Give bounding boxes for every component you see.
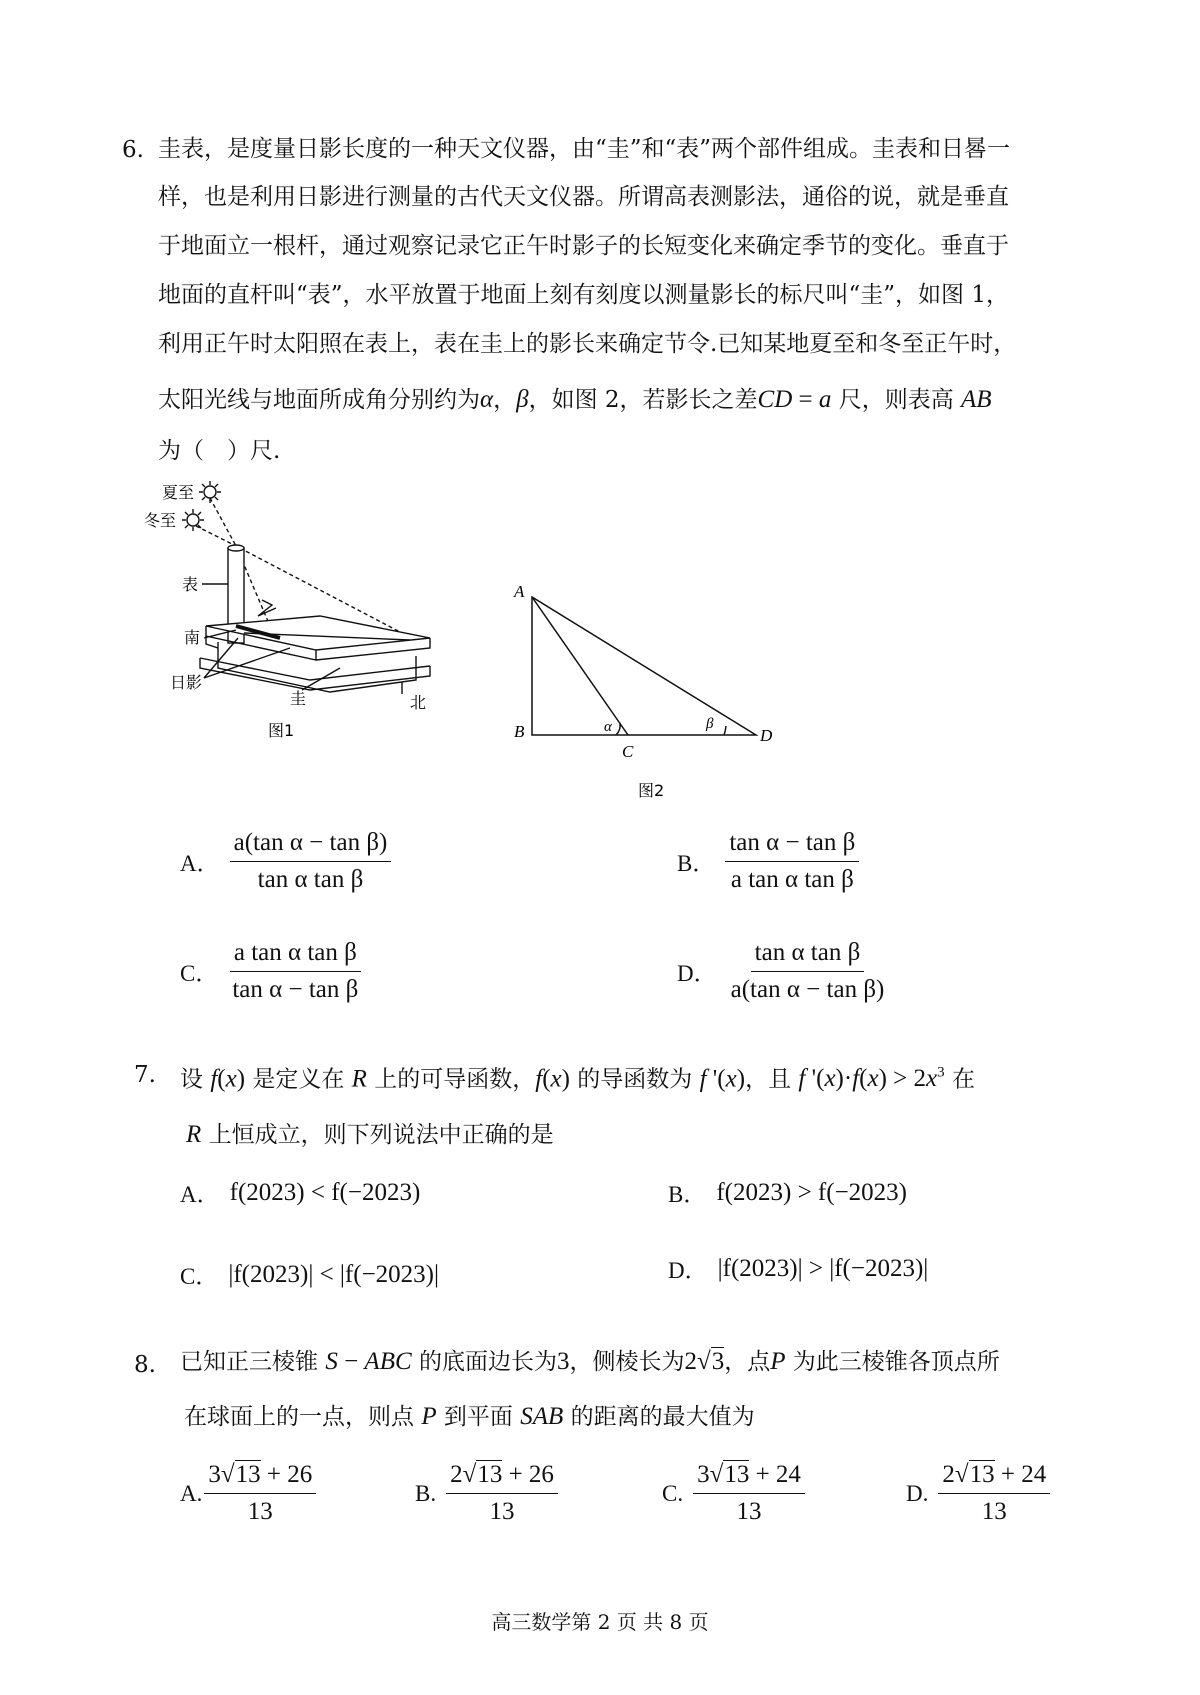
- question-number: 6.: [122, 137, 144, 163]
- q6-option-c[interactable]: C． $\frac{\text{a tan α tan β}}{\text{tan α − tan β}}$: [180, 938, 362, 1005]
- sun-icon-winter: [182, 509, 204, 531]
- q7-option-b[interactable]: B． f(2023) > f(−2023): [668, 1178, 907, 1207]
- angle-alpha: α: [604, 719, 612, 735]
- q8-option-b[interactable]: B. $\frac{2√13 + 26}{13}$: [415, 1460, 558, 1527]
- q6-line-3: 于地面立一根杆，通过观察记录它正午时影子的长短变化来确定季节的变化。垂直于: [158, 233, 1009, 259]
- q6-line-2: 样，也是利用日影进行测量的古代天文仪器。所谓高表测影法，通俗的说，就是垂直: [158, 184, 1009, 210]
- page-footer: 高三数学第 2 页 共 8 页: [491, 1610, 709, 1634]
- q7-line-1: 设 f(x) 是定义在 R 上的可导函数，f(x) 的导函数为 f '(x)，且 f '$(x)\cdot f(x) > 2x^3$ 在: [180, 1065, 975, 1093]
- q7-option-c[interactable]: C． |f(2023)| < |f(−2023)|: [180, 1260, 440, 1289]
- figure-caption: 图2: [638, 781, 665, 800]
- q6-option-b[interactable]: B． $\frac{\text{tan α − tan β}}{\text{a tan α tan β}}$: [677, 828, 859, 895]
- q6-line-4: 地面的直杆叫“表”，水平放置于地面上刻有刻度以测量影长的标尺叫“圭”，如图 1，: [158, 282, 1009, 308]
- question-number: 7.: [134, 1062, 156, 1088]
- label-shadow: 日影: [170, 673, 203, 692]
- label-summer: 夏至: [162, 483, 195, 502]
- q8-option-a[interactable]: A. $\frac{3√13 + 26}{13}$: [180, 1460, 316, 1527]
- label-north: 北: [410, 693, 427, 712]
- vertex-b: B: [514, 722, 525, 741]
- question-number: 8.: [134, 1352, 156, 1378]
- q6-option-a[interactable]: A． $\frac{\text{a(tan α − tan β)}}{\text{tan α tan β}}$: [180, 828, 391, 895]
- q7-option-d[interactable]: D． |f(2023)| > |f(−2023)|: [668, 1254, 929, 1283]
- q7-line-2: R 上恒成立，则下列说法中正确的是: [186, 1121, 554, 1148]
- q8-line-2: 在球面上的一点，则点 P 到平面 SAB 的距离的最大值为: [184, 1403, 755, 1430]
- sun-icon-summer: [199, 481, 221, 503]
- figure-caption: 图1: [268, 721, 295, 740]
- figure-1-gnomon: [140, 478, 450, 753]
- figure-2-triangle: [510, 585, 790, 810]
- angle-beta: β: [706, 716, 714, 732]
- q8-option-c[interactable]: C. $\frac{3√13 + 24}{13}$: [662, 1460, 805, 1527]
- label-biao: 表: [182, 575, 199, 594]
- q8-line-1: 已知正三棱锥 S − ABC 的底面边长为3，侧棱长为2√3，点P 为此三棱锥各顶点所: [180, 1348, 1000, 1375]
- vertex-c: C: [622, 742, 634, 761]
- label-winter: 冬至: [144, 511, 177, 530]
- vertex-a: A: [514, 585, 525, 601]
- q6-line-7: 为（ ）尺.: [158, 438, 281, 464]
- q6-line-6: 太阳光线与地面所成角分别约为α，β，如图 2，若影长之差CD = a 尺，则表高 AB: [158, 386, 992, 413]
- q6-option-d[interactable]: D． $\frac{\text{tan α tan β}}{\text{a(tan α − tan β)}}$: [677, 939, 885, 1003]
- label-south: 南: [184, 628, 201, 647]
- q7-option-a[interactable]: A． f(2023) < f(−2023): [180, 1178, 421, 1207]
- vertex-d: D: [760, 726, 773, 745]
- label-gui: 圭: [290, 689, 307, 708]
- q6-line-1: 圭表，是度量日影长度的一种天文仪器，由“圭”和“表”两个部件组成。圭表和日晷一: [158, 136, 1011, 162]
- q6-line-5: 利用正午时太阳照在表上，表在圭上的影长来确定节令.已知某地夏至和冬至正午时，: [158, 331, 1017, 357]
- q8-option-d[interactable]: D. $\frac{2√13 + 24}{13}$: [906, 1460, 1050, 1527]
